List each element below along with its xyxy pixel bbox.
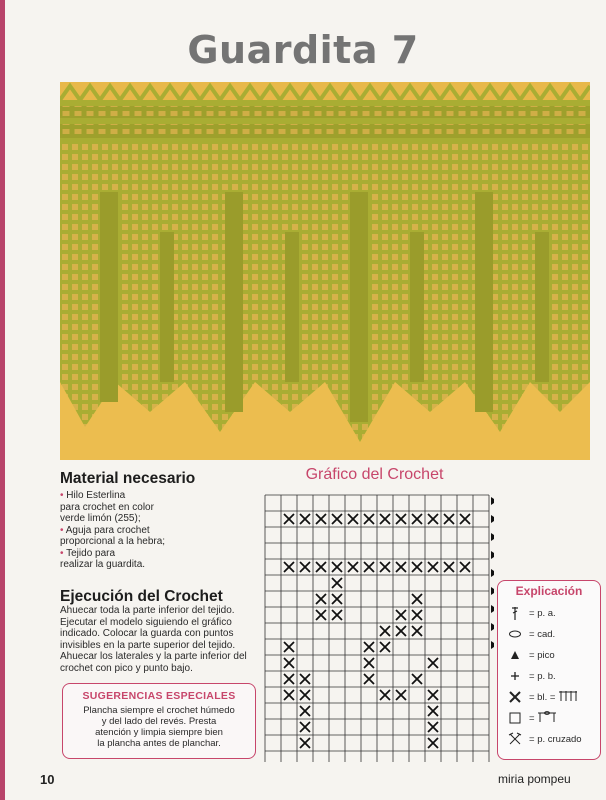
chain-oval-icon: [506, 629, 524, 639]
material-line: para crochet en color: [60, 501, 154, 513]
material-line: realizar la guardita.: [60, 559, 146, 570]
picot-mark: [491, 569, 494, 577]
legend-row: [506, 645, 555, 665]
page-edge-stripe: [0, 0, 5, 800]
legend-label: p. a.: [537, 607, 556, 619]
picot-mark: [491, 623, 494, 631]
picot-mark: [491, 533, 494, 541]
material-line: Tejido para: [66, 547, 116, 559]
material-line: Hilo Esterlina: [66, 490, 126, 501]
material-item: [60, 548, 255, 571]
legend-row: [506, 624, 555, 644]
picot-mark: [491, 605, 494, 613]
crochet-chart: [262, 490, 494, 762]
sugerencias-line: Plancha siempre el crochet húmedo: [83, 705, 235, 716]
legend-eq: =: [529, 607, 535, 619]
sugerencias-line: y del lado del revés. Presta: [101, 716, 217, 727]
legend-row: [506, 603, 556, 623]
crossed-stitch-icon: [506, 732, 524, 746]
picot-mark: [491, 551, 494, 559]
material-list: [60, 490, 255, 571]
legend-label: p. cruzado: [537, 733, 582, 745]
picot-mark: [491, 587, 494, 595]
chart-grid: [265, 495, 489, 762]
sugerencias-line: la plancha antes de planchar.: [97, 738, 221, 749]
chart-marks: [284, 497, 494, 748]
material-line: proporcional a la hebra;: [60, 536, 166, 547]
brand-credit: miria pompeu: [498, 772, 571, 786]
bullet: •: [60, 524, 64, 536]
material-item: [60, 490, 255, 525]
legend-row: [506, 687, 578, 707]
bullet: •: [60, 547, 64, 559]
sugerencias-text: [63, 705, 255, 749]
sugerencias-line: atención y limpia siempre bien: [95, 727, 223, 738]
crochet-photo-illustration: [60, 82, 590, 460]
plus-icon: [506, 671, 524, 681]
material-heading: Material necesario: [60, 470, 196, 487]
material-line: Aguja para crochet: [65, 524, 150, 536]
legend-row: [506, 729, 582, 749]
legend-eq: =: [529, 628, 535, 640]
legend-label: pico: [537, 649, 555, 661]
material-item: [60, 525, 255, 548]
sugerencias-heading: SUGERENCIAS ESPECIALES: [82, 690, 236, 702]
pa-chain-pa-icon: [537, 711, 557, 726]
empty-square-icon: [506, 712, 524, 724]
crochet-photo: [60, 82, 590, 460]
grafico-heading: Gráfico del Crochet: [305, 466, 444, 483]
legend-eq: =: [529, 733, 535, 745]
material-line: verde limón (255);: [60, 513, 141, 524]
page-title: Guardita 7: [187, 28, 419, 72]
picot-mark: [491, 641, 494, 649]
explicacion-box: [497, 580, 601, 760]
picot-triangle-icon: [506, 650, 524, 660]
legend-label: p. b.: [537, 670, 556, 682]
picot-mark: [491, 497, 494, 505]
chain-stitch-pa-icon: [506, 605, 524, 621]
x-block-icon: [506, 690, 524, 704]
legend-row: [506, 708, 557, 728]
picot-mark: [491, 515, 494, 523]
sugerencias-box: [62, 683, 256, 759]
ejecucion-heading: Ejecución del Crochet: [60, 588, 223, 605]
page-number: 10: [40, 772, 55, 787]
legend-eq: =: [529, 712, 535, 724]
ejecucion-text: Ahuecar toda la parte inferior del tejido. Ejecutar el modelo siguiendo el gráfico indicado. Colocar la guarda con puntos invisibles en la parte superior del tejido. Ahuecar los laterales y la parte inferior del crochet con pico y punto bajo.: [60, 605, 247, 674]
legend-label: cad.: [537, 628, 556, 640]
legend-eq: =: [529, 670, 535, 682]
explicacion-heading: Explicación: [515, 584, 583, 598]
triple-pa-icon: [558, 690, 578, 705]
legend-eq: = bl. =: [529, 691, 556, 703]
legend-eq: =: [529, 649, 535, 661]
legend-row: [506, 666, 556, 686]
bullet: •: [60, 490, 64, 501]
